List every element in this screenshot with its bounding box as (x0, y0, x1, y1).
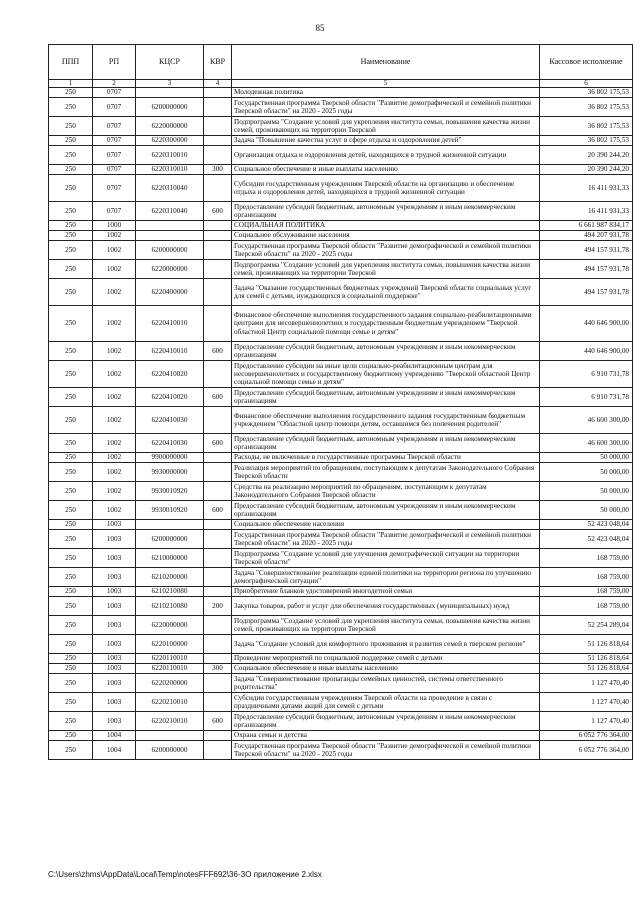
cell-amount: 168 759,00 (540, 597, 633, 616)
cell-amount: 20 390 244,20 (540, 165, 633, 175)
cell-name: Подпрограмма "Создание условий для укрепления института семьи, повышения качества жизни семей, проживающих на территории Тверской (232, 260, 540, 279)
cell-ppp: 250 (49, 712, 93, 731)
cell-ppp: 250 (49, 434, 93, 453)
cell-amount: 50 000,00 (540, 482, 633, 501)
cell-ppp: 250 (49, 117, 93, 136)
cell-kvr (204, 260, 232, 279)
cell-rp: 1003 (93, 597, 136, 616)
cell-rp: 1003 (93, 712, 136, 731)
cell-amount: 440 646 900,00 (540, 306, 633, 342)
cell-rp: 1004 (93, 731, 136, 741)
cell-rp: 0707 (93, 136, 136, 146)
cell-amount: 494 157 931,78 (540, 279, 633, 306)
table-row (49, 482, 633, 501)
cell-kvr (204, 654, 232, 664)
cell-name: Субсидии государственным учреждениям Тверской области на проведение в связи с праздничными датами акций для семей с детьми (232, 693, 540, 712)
cell-kvr (204, 407, 232, 434)
table-row (49, 98, 633, 117)
cell-kcsr: 6220310010 (136, 165, 204, 175)
cell-name: Проведение мероприятий по социальной поддержке семей с детьми (232, 654, 540, 664)
cell-kcsr: 6220210010 (136, 693, 204, 712)
cell-ppp: 250 (49, 501, 93, 520)
column-index: 6 (540, 80, 633, 88)
cell-kcsr (136, 221, 204, 231)
cell-kcsr: 6220310040 (136, 202, 204, 221)
cell-rp: 1003 (93, 664, 136, 674)
header-amount: Кассовое исполнение (540, 45, 633, 80)
cell-ppp: 250 (49, 136, 93, 146)
cell-name: Задача "Совершенствование пропаганды семейных ценностей, системы ответственного родительства" (232, 674, 540, 693)
table-row (49, 587, 633, 597)
cell-amount: 6 052 776 364,00 (540, 741, 633, 760)
cell-kcsr: 6220100000 (136, 635, 204, 654)
page-number: 85 (315, 23, 325, 33)
table-row (49, 568, 633, 587)
cell-rp: 1002 (93, 501, 136, 520)
cell-amount: 6 052 776 364,00 (540, 731, 633, 741)
table-row (49, 635, 633, 654)
cell-kcsr: 6220110010 (136, 654, 204, 664)
cell-ppp: 250 (49, 231, 93, 241)
cell-kcsr: 6220410010 (136, 306, 204, 342)
cell-kcsr: 6220410030 (136, 434, 204, 453)
cell-name: Задача "Создание условий для комфортного проживания и развития семей в тверском регионе" (232, 635, 540, 654)
cell-name: Государственная программа Тверской области "Развитие демографической и семейной политики Тверской области" на 2020 - 2025 годы (232, 530, 540, 549)
table-row (49, 279, 633, 306)
cell-rp: 1002 (93, 306, 136, 342)
cell-kvr (204, 136, 232, 146)
table-body (49, 88, 633, 760)
cell-name: Государственная программа Тверской области "Развитие демографической и семейной политики Тверской области" на 2020 - 2025 годы (232, 741, 540, 760)
cell-name: Предоставление субсидий бюджетным, автономным учреждениям и иным некоммерческим организациям (232, 388, 540, 407)
cell-kvr (204, 146, 232, 165)
cell-name: Расходы, не включенные в государственные программы Тверской области (232, 453, 540, 463)
cell-kvr (204, 530, 232, 549)
cell-kcsr: 9930010920 (136, 482, 204, 501)
cell-rp: 1002 (93, 361, 136, 388)
column-index-row (49, 80, 633, 88)
cell-ppp: 250 (49, 175, 93, 202)
cell-ppp: 250 (49, 587, 93, 597)
cell-ppp: 250 (49, 407, 93, 434)
cell-kcsr: 6210210080 (136, 597, 204, 616)
cell-rp: 1002 (93, 279, 136, 306)
cell-rp: 1003 (93, 635, 136, 654)
cell-rp: 1002 (93, 260, 136, 279)
cell-kvr (204, 568, 232, 587)
cell-name: Задача "Совершенствование реализации единой политики на территории региона по улучшению демографической ситуации" (232, 568, 540, 587)
table-row (49, 165, 633, 175)
table-row (49, 231, 633, 241)
cell-kvr (204, 674, 232, 693)
cell-rp: 1002 (93, 231, 136, 241)
cell-amount: 6 910 731,78 (540, 388, 633, 407)
cell-amount: 36 802 175,53 (540, 88, 633, 98)
cell-amount: 51 126 818,64 (540, 664, 633, 674)
cell-name: Охрана семьи и детства (232, 731, 540, 741)
cell-ppp: 250 (49, 306, 93, 342)
cell-kcsr: 6200000000 (136, 241, 204, 260)
cell-kvr: 300 (204, 664, 232, 674)
cell-rp: 0707 (93, 98, 136, 117)
cell-amount: 36 802 175,53 (540, 98, 633, 117)
cell-amount: 52 254 289,04 (540, 616, 633, 635)
table-row (49, 549, 633, 568)
cell-rp: 1002 (93, 388, 136, 407)
cell-kvr: 600 (204, 202, 232, 221)
cell-rp: 1002 (93, 241, 136, 260)
cell-rp: 1002 (93, 434, 136, 453)
cell-amount: 50 000,00 (540, 463, 633, 482)
cell-amount: 168 759,00 (540, 587, 633, 597)
cell-kcsr: 6220310040 (136, 175, 204, 202)
cell-kvr (204, 221, 232, 231)
cell-kcsr: 9930010920 (136, 501, 204, 520)
table-row (49, 117, 633, 136)
cell-name: Социальное обеспечение и иные выплаты населению (232, 664, 540, 674)
cell-name: Реализация мероприятий по обращениям, поступающим к депутатам Законодательного Собрания Тверской области (232, 463, 540, 482)
cell-kcsr: 6220210010 (136, 712, 204, 731)
cell-kcsr: 6210200000 (136, 568, 204, 587)
cell-name: Предоставление субсидий бюджетным, автономным учреждениям и иным некоммерческим организациям (232, 342, 540, 361)
cell-kvr (204, 616, 232, 635)
cell-amount: 494 157 931,78 (540, 241, 633, 260)
table-row (49, 221, 633, 231)
cell-name: Задача "Оказание государственных бюджетных учреждений Тверской области социальных услуг для семей с детьми, нуждающихся в социальной поддержке" (232, 279, 540, 306)
cell-rp: 1003 (93, 530, 136, 549)
table-row (49, 88, 633, 98)
table-row (49, 616, 633, 635)
cell-amount: 1 127 470,40 (540, 712, 633, 731)
cell-amount: 36 802 175,53 (540, 117, 633, 136)
cell-ppp: 250 (49, 664, 93, 674)
table-row (49, 136, 633, 146)
cell-ppp: 250 (49, 202, 93, 221)
table-row (49, 693, 633, 712)
table-row (49, 175, 633, 202)
cell-kvr (204, 88, 232, 98)
table-row (49, 674, 633, 693)
cell-amount: 46 600 300,00 (540, 407, 633, 434)
cell-amount: 50 000,00 (540, 501, 633, 520)
cell-ppp: 250 (49, 635, 93, 654)
cell-rp: 1003 (93, 674, 136, 693)
budget-table-container (48, 44, 632, 760)
table-row (49, 654, 633, 664)
table-row (49, 260, 633, 279)
cell-amount: 16 411 931,33 (540, 202, 633, 221)
cell-kvr (204, 279, 232, 306)
column-index: 2 (93, 80, 136, 88)
column-index: 3 (136, 80, 204, 88)
cell-kcsr: 6220410020 (136, 388, 204, 407)
cell-rp: 0707 (93, 146, 136, 165)
cell-name: Государственная программа Тверской области "Развитие демографической и семейной политики Тверской области" на 2020 - 2025 годы (232, 241, 540, 260)
table-row (49, 407, 633, 434)
cell-kvr: 600 (204, 434, 232, 453)
cell-name: Закупка товаров, работ и услуг для обеспечения государственных (муниципальных) нужд (232, 597, 540, 616)
cell-name: Предоставление субсидий бюджетным, автономным учреждениям и иным некоммерческим организациям (232, 501, 540, 520)
cell-kcsr: 6220000000 (136, 117, 204, 136)
cell-rp: 1003 (93, 693, 136, 712)
cell-rp: 1002 (93, 482, 136, 501)
table-row (49, 453, 633, 463)
cell-kvr (204, 635, 232, 654)
cell-ppp: 250 (49, 388, 93, 407)
cell-ppp: 250 (49, 674, 93, 693)
cell-ppp: 250 (49, 165, 93, 175)
header-row (49, 45, 633, 80)
cell-ppp: 250 (49, 568, 93, 587)
table-row (49, 731, 633, 741)
cell-rp: 0707 (93, 88, 136, 98)
cell-name: Подпрограмма "Создание условий для улучшения демографической ситуации на территории Тверской области" (232, 549, 540, 568)
cell-amount: 168 759,00 (540, 549, 633, 568)
cell-kvr (204, 741, 232, 760)
cell-amount: 52 423 048,04 (540, 520, 633, 530)
cell-name: Молодежная политика (232, 88, 540, 98)
cell-kvr (204, 361, 232, 388)
cell-rp: 1000 (93, 221, 136, 231)
cell-ppp: 250 (49, 146, 93, 165)
cell-ppp: 250 (49, 361, 93, 388)
cell-kvr: 600 (204, 501, 232, 520)
header-rp: РП (93, 45, 136, 80)
cell-kcsr (136, 520, 204, 530)
table-row (49, 501, 633, 520)
footer-file-path: C:\Users\zhms\AppData\Local\Temp\notesFFF692\36-ЗО приложение 2.xlsx (48, 870, 322, 879)
cell-rp: 1003 (93, 616, 136, 635)
cell-name: Средства на реализацию мероприятий по обращениям, поступающим к депутатам Законодательного Собрания Тверской области (232, 482, 540, 501)
cell-kcsr: 6220410020 (136, 361, 204, 388)
cell-rp: 1002 (93, 342, 136, 361)
cell-amount: 16 411 931,33 (540, 175, 633, 202)
cell-kcsr: 6200000000 (136, 530, 204, 549)
cell-kvr (204, 587, 232, 597)
cell-kcsr (136, 731, 204, 741)
table-row (49, 597, 633, 616)
cell-kcsr: 9900000000 (136, 453, 204, 463)
cell-kvr (204, 453, 232, 463)
cell-ppp: 250 (49, 98, 93, 117)
cell-rp: 1003 (93, 654, 136, 664)
cell-name: Финансовое обеспечение выполнения государственного задания государственным бюджетным учреждением "Областной центр помощи детям, оставшимся без попечения родителей" (232, 407, 540, 434)
table-row (49, 741, 633, 760)
cell-name: Задача "Повышение качества услуг в сфере отдыха и оздоровления детей" (232, 136, 540, 146)
cell-ppp: 250 (49, 616, 93, 635)
cell-kvr (204, 98, 232, 117)
cell-ppp: 250 (49, 530, 93, 549)
cell-ppp: 250 (49, 520, 93, 530)
cell-kvr (204, 306, 232, 342)
cell-kvr (204, 693, 232, 712)
cell-ppp: 250 (49, 453, 93, 463)
cell-kvr: 300 (204, 165, 232, 175)
cell-rp: 1002 (93, 407, 136, 434)
cell-kvr (204, 241, 232, 260)
cell-kcsr: 9930000000 (136, 463, 204, 482)
cell-amount: 6 910 731,78 (540, 361, 633, 388)
cell-kcsr: 6220410030 (136, 407, 204, 434)
cell-rp: 1002 (93, 453, 136, 463)
cell-ppp: 250 (49, 463, 93, 482)
cell-name: Социальное обслуживание населения (232, 231, 540, 241)
table-row (49, 202, 633, 221)
cell-name: Государственная программа Тверской области "Развитие демографической и семейной политики Тверской области" на 2020 - 2025 годы (232, 98, 540, 117)
cell-amount: 52 423 048,04 (540, 530, 633, 549)
cell-name: Предоставление субсидий бюджетным, автономным учреждениям и иным некоммерческим организациям (232, 434, 540, 453)
column-index: 1 (49, 80, 93, 88)
cell-name: Подпрограмма "Создание условий для укрепления института семьи, повышения качества жизни семей, проживающих на территории Тверской (232, 117, 540, 136)
cell-amount: 51 126 818,64 (540, 635, 633, 654)
cell-kvr: 600 (204, 342, 232, 361)
cell-kcsr: 6210210080 (136, 587, 204, 597)
cell-kvr: 600 (204, 388, 232, 407)
cell-ppp: 250 (49, 654, 93, 664)
header-ppp: ППП (49, 45, 93, 80)
cell-name: Организация отдыха и оздоровления детей, находящихся в трудной жизненной ситуации (232, 146, 540, 165)
cell-rp: 1002 (93, 463, 136, 482)
cell-kcsr (136, 231, 204, 241)
cell-kcsr: 6220000000 (136, 260, 204, 279)
cell-rp: 1003 (93, 549, 136, 568)
table-row (49, 342, 633, 361)
cell-ppp: 250 (49, 241, 93, 260)
column-index: 5 (232, 80, 540, 88)
cell-amount: 51 126 818,64 (540, 654, 633, 664)
table-row (49, 520, 633, 530)
cell-rp: 1003 (93, 520, 136, 530)
cell-ppp: 250 (49, 88, 93, 98)
cell-kcsr: 6220400000 (136, 279, 204, 306)
cell-kcsr: 6200000000 (136, 741, 204, 760)
table-row (49, 434, 633, 453)
cell-name: Субсидии государственным учреждениям Тверской области на организацию и обеспечение отдыха и оздоровления детей, находящихся в трудной жизненной ситуации (232, 175, 540, 202)
cell-name: Приобретение бланков удостоверений многодетной семьи (232, 587, 540, 597)
cell-kcsr: 6220410010 (136, 342, 204, 361)
cell-amount: 50 000,00 (540, 453, 633, 463)
cell-kvr (204, 463, 232, 482)
cell-amount: 440 646 900,00 (540, 342, 633, 361)
table-row (49, 388, 633, 407)
cell-ppp: 250 (49, 731, 93, 741)
table-row (49, 664, 633, 674)
cell-ppp: 250 (49, 693, 93, 712)
table-row (49, 361, 633, 388)
cell-kcsr: 6220300000 (136, 136, 204, 146)
cell-amount: 1 127 470,40 (540, 674, 633, 693)
cell-name: Предоставление субсидий бюджетным, автономным учреждениям и иным некоммерческим организациям (232, 202, 540, 221)
cell-amount: 494 157 931,78 (540, 260, 633, 279)
cell-kvr (204, 520, 232, 530)
cell-rp: 0707 (93, 165, 136, 175)
table-row (49, 463, 633, 482)
cell-ppp: 250 (49, 741, 93, 760)
cell-kvr (204, 549, 232, 568)
cell-name: Социальное обеспечение и иные выплаты населению (232, 165, 540, 175)
cell-kvr (204, 482, 232, 501)
cell-kcsr (136, 88, 204, 98)
cell-kvr (204, 175, 232, 202)
cell-ppp: 250 (49, 260, 93, 279)
cell-kcsr: 6220310010 (136, 146, 204, 165)
cell-ppp: 250 (49, 597, 93, 616)
cell-ppp: 250 (49, 482, 93, 501)
cell-ppp: 250 (49, 342, 93, 361)
cell-amount: 46 600 300,00 (540, 434, 633, 453)
cell-amount: 1 127 470,40 (540, 693, 633, 712)
cell-kcsr: 6210000000 (136, 549, 204, 568)
cell-amount: 20 390 244,20 (540, 146, 633, 165)
cell-kcsr: 6220110010 (136, 664, 204, 674)
cell-name: Социальное обеспечение населения (232, 520, 540, 530)
cell-ppp: 250 (49, 549, 93, 568)
header-kvr: КВР (204, 45, 232, 80)
cell-name: СОЦИАЛЬНАЯ ПОЛИТИКА (232, 221, 540, 231)
cell-rp: 0707 (93, 175, 136, 202)
cell-kvr (204, 731, 232, 741)
cell-rp: 0707 (93, 202, 136, 221)
cell-ppp: 250 (49, 279, 93, 306)
cell-rp: 1003 (93, 587, 136, 597)
table-row (49, 146, 633, 165)
budget-table (48, 44, 633, 760)
header-name: Наименование (232, 45, 540, 80)
cell-kvr (204, 231, 232, 241)
table-row (49, 306, 633, 342)
cell-kcsr: 6220200000 (136, 674, 204, 693)
cell-rp: 1003 (93, 568, 136, 587)
cell-amount: 6 661 987 834,17 (540, 221, 633, 231)
cell-ppp: 250 (49, 221, 93, 231)
cell-name: Предоставление субсидии на иные цели социально-реабилитационным центрам для несовершеннолетних и государственному бюджетному учреждению "Тверской областной Центр социальной помощи семье и детям" (232, 361, 540, 388)
header-kcsr: КЦСР (136, 45, 204, 80)
cell-name: Финансовое обеспечение выполнения государственного задания социально-реабилитационными центрами для несовершеннолетних и государственным бюджетным учреждением "Тверской областной Центр социальной помощи семье и детям" (232, 306, 540, 342)
cell-name: Предоставление субсидий бюджетным, автономным учреждениям и иным некоммерческим организациям (232, 712, 540, 731)
cell-amount: 36 802 175,53 (540, 136, 633, 146)
table-row (49, 530, 633, 549)
cell-kcsr: 6200000000 (136, 98, 204, 117)
cell-kvr (204, 117, 232, 136)
cell-rp: 1004 (93, 741, 136, 760)
cell-amount: 168 759,00 (540, 568, 633, 587)
cell-name: Подпрограмма "Создание условий для укрепления института семьи, повышения качества жизни семей, проживающих на территории Тверской (232, 616, 540, 635)
cell-rp: 0707 (93, 117, 136, 136)
table-row (49, 241, 633, 260)
cell-kvr: 200 (204, 597, 232, 616)
cell-kcsr: 6220000000 (136, 616, 204, 635)
column-index: 4 (204, 80, 232, 88)
table-row (49, 712, 633, 731)
cell-amount: 494 207 931,78 (540, 231, 633, 241)
cell-kvr: 600 (204, 712, 232, 731)
